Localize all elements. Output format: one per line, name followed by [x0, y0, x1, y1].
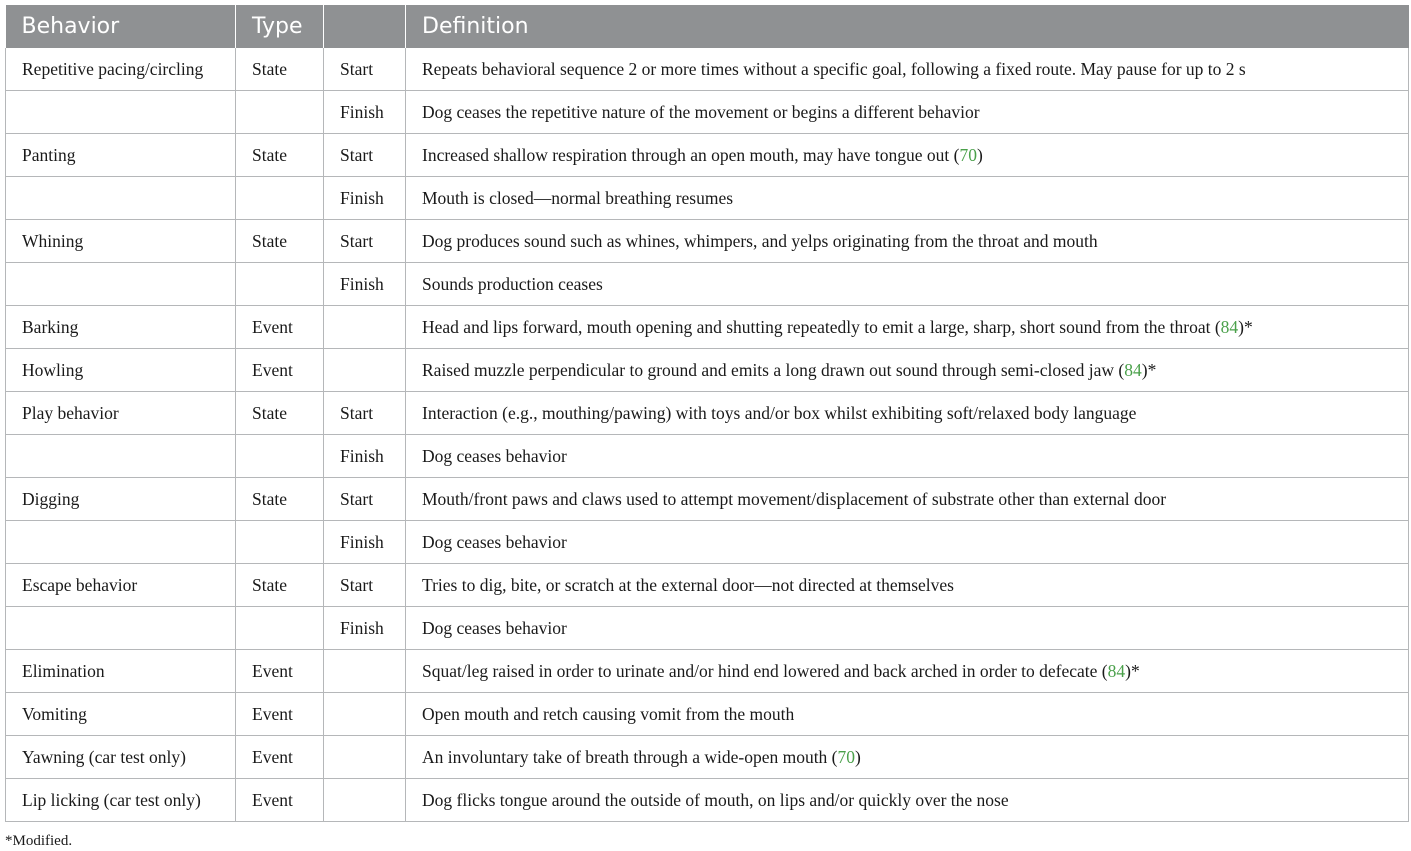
cell-phase — [324, 349, 406, 392]
cell-definition — [406, 91, 1409, 134]
definition-text: Dog ceases the repetitive nature of the movement or begins a different behavior — [422, 101, 980, 122]
cell-phase — [324, 650, 406, 693]
definition-text: Dog ceases behavior — [422, 531, 567, 552]
cell-phase: Finish — [324, 263, 406, 306]
table-header-row — [6, 5, 1409, 48]
cell-phase: Finish — [324, 521, 406, 564]
cell-type: State — [236, 48, 324, 91]
definition-text: Repeats behavioral sequence 2 or more times without a specific goal, following a fixed route. May pause for up to 2 s — [422, 58, 1246, 79]
cell-phase — [324, 306, 406, 349]
cell-behavior — [6, 91, 236, 134]
table-row — [6, 650, 1409, 693]
definition-text: Squat/leg raised in order to urinate and/or hind end lowered and back arched in order to defecate ( — [422, 660, 1108, 681]
cell-definition — [406, 220, 1409, 263]
cell-type — [236, 177, 324, 220]
cell-definition — [406, 349, 1409, 392]
definition-text: Increased shallow respiration through an open mouth, may have tongue out ( — [422, 144, 960, 165]
table-row — [6, 177, 1409, 220]
cell-definition — [406, 306, 1409, 349]
behavior-definition-table — [5, 5, 1409, 822]
table-row — [6, 607, 1409, 650]
table-row — [6, 134, 1409, 177]
cell-behavior: Lip licking (car test only) — [6, 779, 236, 822]
definition-text: Tries to dig, bite, or scratch at the external door—not directed at themselves — [422, 574, 954, 595]
definition-text-suffix: ) — [855, 746, 861, 767]
reference-link[interactable]: 70 — [959, 144, 977, 165]
definition-text-suffix: )* — [1238, 316, 1253, 337]
table-row — [6, 392, 1409, 435]
table-row — [6, 306, 1409, 349]
table-row — [6, 220, 1409, 263]
table-row — [6, 91, 1409, 134]
cell-type: State — [236, 392, 324, 435]
cell-behavior: Yawning (car test only) — [6, 736, 236, 779]
cell-definition — [406, 564, 1409, 607]
cell-type: Event — [236, 650, 324, 693]
cell-definition — [406, 521, 1409, 564]
definition-text: Open mouth and retch causing vomit from the mouth — [422, 703, 795, 724]
cell-phase: Finish — [324, 607, 406, 650]
cell-definition — [406, 48, 1409, 91]
cell-behavior — [6, 263, 236, 306]
cell-phase: Start — [324, 478, 406, 521]
definition-text: Interaction (e.g., mouthing/pawing) with toys and/or box whilst exhibiting soft/relaxed body language — [422, 402, 1137, 423]
cell-type — [236, 91, 324, 134]
table-row — [6, 478, 1409, 521]
cell-behavior: Play behavior — [6, 392, 236, 435]
definition-text: Head and lips forward, mouth opening and shutting repeatedly to emit a large, sharp, short sound from the throat ( — [422, 316, 1221, 337]
definition-text: An involuntary take of breath through a wide-open mouth ( — [422, 746, 838, 767]
table-row — [6, 263, 1409, 306]
cell-definition — [406, 435, 1409, 478]
table-row — [6, 349, 1409, 392]
table-footnote: *Modified. — [5, 833, 73, 849]
cell-behavior: Repetitive pacing/circling — [6, 48, 236, 91]
cell-phase: Start — [324, 564, 406, 607]
definition-text: Dog produces sound such as whines, whimpers, and yelps originating from the throat and mouth — [422, 230, 1098, 251]
cell-behavior — [6, 607, 236, 650]
cell-phase — [324, 736, 406, 779]
definition-text: Dog flicks tongue around the outside of mouth, on lips and/or quickly over the nose — [422, 789, 1009, 810]
cell-type: State — [236, 220, 324, 263]
table-row — [6, 736, 1409, 779]
cell-behavior: Whining — [6, 220, 236, 263]
cell-phase: Start — [324, 220, 406, 263]
cell-type: Event — [236, 779, 324, 822]
definition-text: Dog ceases behavior — [422, 445, 567, 466]
cell-type — [236, 607, 324, 650]
cell-phase: Finish — [324, 435, 406, 478]
cell-type — [236, 263, 324, 306]
cell-type: Event — [236, 306, 324, 349]
header-type: Type — [236, 5, 324, 48]
cell-behavior — [6, 177, 236, 220]
cell-type — [236, 435, 324, 478]
cell-behavior: Digging — [6, 478, 236, 521]
cell-definition — [406, 478, 1409, 521]
reference-link[interactable]: 84 — [1124, 359, 1142, 380]
cell-behavior — [6, 521, 236, 564]
cell-definition — [406, 177, 1409, 220]
definition-text: Mouth/front paws and claws used to attempt movement/displacement of substrate other than external door — [422, 488, 1167, 509]
cell-behavior: Vomiting — [6, 693, 236, 736]
table-row — [6, 48, 1409, 91]
cell-definition — [406, 607, 1409, 650]
cell-definition — [406, 263, 1409, 306]
cell-behavior: Elimination — [6, 650, 236, 693]
header-phase — [324, 5, 406, 48]
cell-type: Event — [236, 349, 324, 392]
cell-definition — [406, 650, 1409, 693]
cell-definition — [406, 779, 1409, 822]
definition-text-suffix: )* — [1125, 660, 1140, 681]
cell-type: State — [236, 564, 324, 607]
cell-phase: Finish — [324, 177, 406, 220]
definition-text: Dog ceases behavior — [422, 617, 567, 638]
cell-behavior — [6, 435, 236, 478]
cell-behavior: Panting — [6, 134, 236, 177]
cell-phase — [324, 693, 406, 736]
table-row — [6, 435, 1409, 478]
table-row — [6, 693, 1409, 736]
definition-text-suffix: ) — [977, 144, 983, 165]
reference-link[interactable]: 70 — [837, 746, 856, 767]
cell-definition — [406, 134, 1409, 177]
definition-text: Mouth is closed—normal breathing resumes — [422, 187, 734, 208]
cell-type — [236, 521, 324, 564]
cell-type: Event — [236, 693, 324, 736]
reference-link[interactable]: 84 — [1107, 660, 1126, 681]
cell-phase: Start — [324, 134, 406, 177]
cell-type: State — [236, 478, 324, 521]
reference-link[interactable]: 84 — [1220, 316, 1239, 337]
table-row — [6, 564, 1409, 607]
behavior-definition-table-container — [5, 5, 1408, 822]
cell-phase: Finish — [324, 91, 406, 134]
table-row — [6, 779, 1409, 822]
cell-definition — [406, 693, 1409, 736]
header-definition: Definition — [406, 5, 1409, 48]
cell-behavior: Howling — [6, 349, 236, 392]
cell-phase: Start — [324, 48, 406, 91]
cell-phase: Start — [324, 392, 406, 435]
header-behavior: Behavior — [6, 5, 236, 48]
definition-text-suffix: )* — [1141, 359, 1157, 380]
definition-text: Sounds production ceases — [422, 273, 603, 294]
cell-type: Event — [236, 736, 324, 779]
cell-type: State — [236, 134, 324, 177]
definition-text: Raised muzzle perpendicular to ground and emits a long drawn out sound through semi-closed jaw ( — [422, 359, 1125, 380]
cell-definition — [406, 392, 1409, 435]
cell-behavior: Escape behavior — [6, 564, 236, 607]
table-row — [6, 521, 1409, 564]
table-body — [6, 48, 1409, 822]
cell-phase — [324, 779, 406, 822]
cell-behavior: Barking — [6, 306, 236, 349]
cell-definition — [406, 736, 1409, 779]
